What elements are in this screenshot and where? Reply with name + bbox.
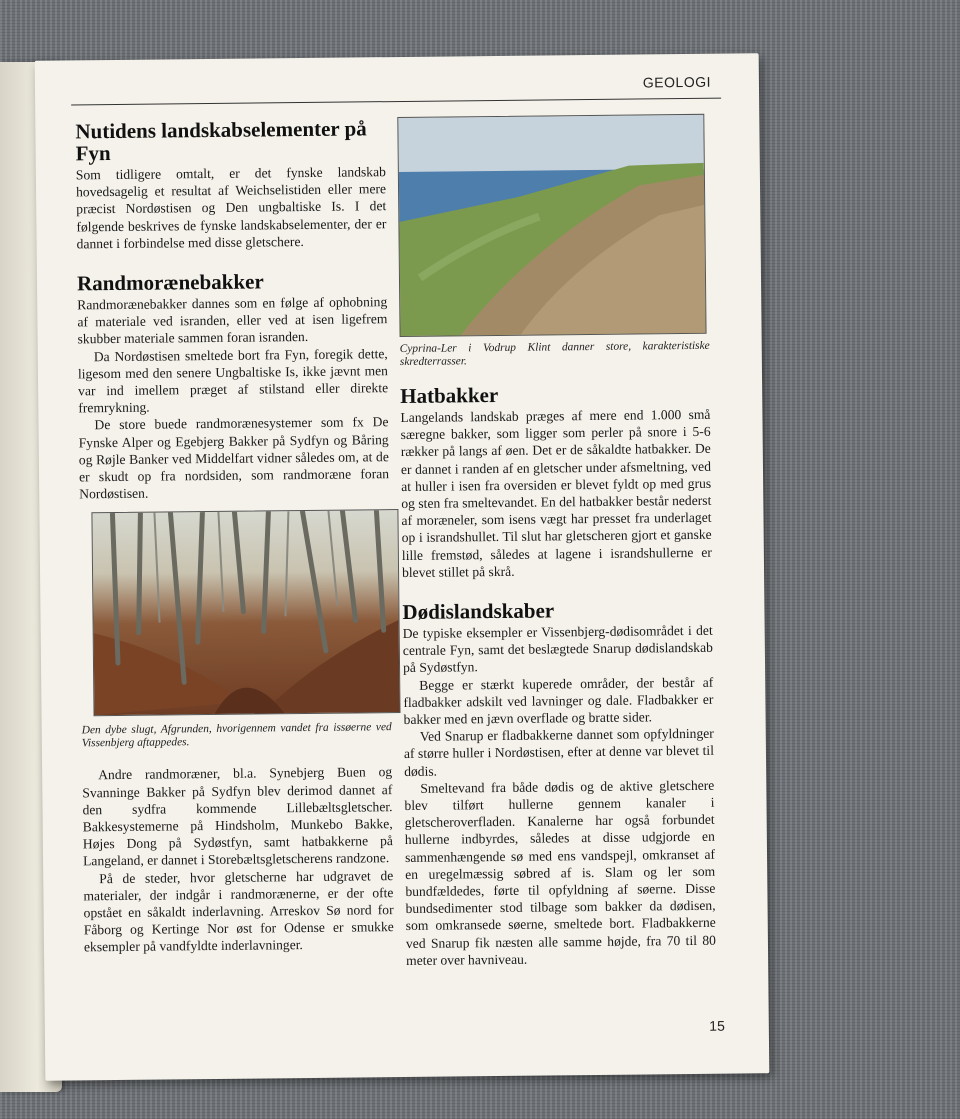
forest-ravine-illustration xyxy=(92,510,399,715)
right-column xyxy=(397,114,716,969)
randmoraene-paragraph-2: Da Nordøstisen smeltede bort fra Fyn, foregik dette, ligesom med den senere Ungbaltiske Is, ikke jævnt men var ind imellem præget af stilstand eller direkte fremrykning. xyxy=(77,345,389,416)
randmoraene-heading: Randmorænebakker xyxy=(76,269,264,296)
page-header xyxy=(71,70,721,106)
section-title: GEOLOGI xyxy=(642,73,712,91)
randmoraene-paragraph-3: De store buede randmorænesystemer som fx De Fynske Alper og Egebjerg Bakker på Sydfyn og Båring og Røjle Banker ved Middelfart vidner således om, at de er skudt op fra nordsiden, som randmoræne foran Nordøstisen. xyxy=(78,414,390,502)
randmoraene-paragraph-1: Randmorænebakker dannes som en følge af ophobning af materiale ved isranden, eller ved at isen ligefrem skubber materiale sammen foran isranden. xyxy=(77,294,388,347)
book-page xyxy=(35,53,770,1081)
intro-paragraph: Som tidligere omtalt, er det fynske landskab hovedsagelig et resultat af Weichselistiden eller mere præcist Nordøstisen og Den ungbaltiske Is. I det følgende beskrives de fynske landskabselementer, der er dannet i forbindelse med disse gletschere. xyxy=(75,164,387,252)
randmoraene-paragraph-5: På de steder, hvor gletscherne har udgravet de materialer, der indgår i randmorænerne, er der ofte opstået en såkaldt inderlavning. Arreskov Sø nord for Fåborg og Kertinge Nor øst for Odense er smukke eksempler på vandfyldte inderlavninger. xyxy=(83,867,394,955)
randmoraene-paragraph-4: Andre randmoræner, bl.a. Synebjerg Buen og Svanninge Bakker på Sydfyn blev derimod dannet af den sydfra kommende Lillebæltsgletscher. Bakkesystemerne på Hindsholm, Munkebo Bakke, Højes Dong på Sydøstfyn, samt hatbakkerne på Langeland, er dannet i Storebæltsgletscherens randzone. xyxy=(82,764,393,869)
forest-photo-caption: Den dybe slugt, Afgrunden, hvorigennem vandet fra issøerne ved Vissenbjerg aftappedes. xyxy=(81,721,392,750)
doedis-heading: Dødislandskaber xyxy=(402,598,555,625)
doedis-paragraph-1: De typiske eksempler er Vissenbjerg-dødisområdet i det centrale Fyn, samt det beslægtede Snarup dødislandskab på Sydøstfyn. xyxy=(402,622,713,676)
coast-photo-caption: Cyprina-Ler i Vodrup Klint danner store, karakteristiske skredterrasser. xyxy=(399,339,710,369)
doedis-paragraph-2: Begge er stærkt kuperede områder, der består af fladbakker adskilt ved lavninger og dale. Fladbakker er bakker med en jævn overflade og bratte sider. xyxy=(403,674,714,728)
forest-ravine-photo xyxy=(91,509,400,716)
doedis-paragraph-3: Ved Snarup er fladbakkerne dannet som opfyldninger af større huller i Nordøstisen, efter at denne var blevet til dødis. xyxy=(403,725,715,779)
page-number: 15 xyxy=(709,1017,725,1034)
doedis-paragraph-4: Smeltevand fra både dødis og de aktive gletschere blev tilført hullerne gennem kanaler i gletscheroverfladen. Kanalerne har også forbundet hullerne indbyrdes, således at disse udgjorde en sammenhængende sø med ens vandspejl, omkranset af en uregelmæssig søbred af is. Slam og ler som bundfældedes, førte til opfyldning af søerne. Disse bundsedimenter stod tilbage som bakker da dødisen, som omkransede søerne, smeltede bort. Fladbakkerne ved Snarup fik næsten alle samme højde, fra 70 til 80 meter over havniveau. xyxy=(404,777,717,968)
intro-heading: Nutidens landskabselementer på Fyn xyxy=(75,116,367,166)
hatbakker-paragraph: Langelands landskab præges af mere end 1.000 små særegne bakker, som ligger som perler på snore i 5-6 rækker på langs af øen. Det er de såkaldte hatbakker. De er dannet i randen af en gletscher under afsmeltning, ved at huller i isen fra oversiden er blevet fyldt op med grus og sten fra smeltevandet. En del hatbakker består nederst af moræneler, som isens vægt har presset fra underlaget op i israndshullet. Til slut har gletscheren gjort et ganske lille fremstød, således at lagene i israndshullerne er blevet stillet på skrå. xyxy=(400,406,712,580)
coastal-cliff-illustration xyxy=(398,115,705,336)
hatbakker-heading: Hatbakker xyxy=(400,382,499,409)
left-column xyxy=(75,117,394,956)
coastal-cliff-photo xyxy=(397,114,706,337)
